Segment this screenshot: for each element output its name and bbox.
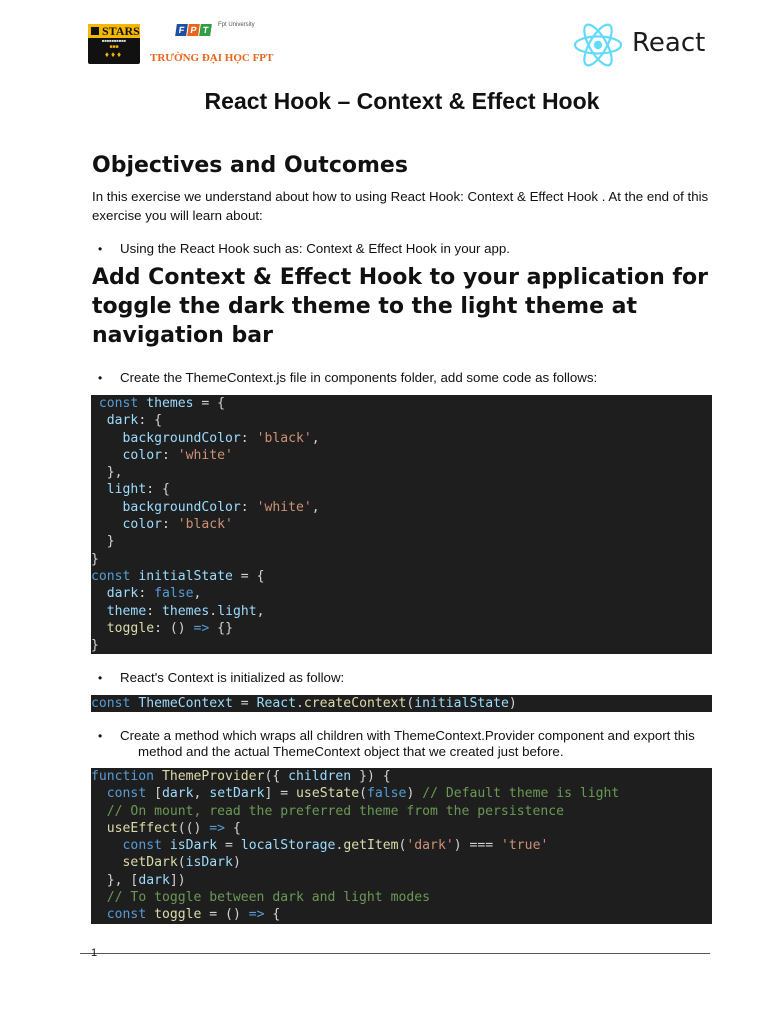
code-line: backgroundColor: 'white', bbox=[122, 499, 320, 515]
code-line: useEffect(() => { bbox=[106, 820, 241, 836]
section-heading: Add Context & Effect Hook to your application for toggle the dark theme to the light theme at navigation bar bbox=[92, 265, 708, 348]
objectives-heading: Objectives and Outcomes bbox=[92, 153, 408, 178]
code-line: }, bbox=[91, 465, 123, 481]
code-block-context bbox=[91, 695, 712, 712]
objectives-intro: In this exercise we understand about how to using React Hook: Context & Effect Hook . At the end of this exercise you will learn about: bbox=[92, 189, 709, 223]
code-line: function ThemeProvider({ children }) { bbox=[91, 769, 391, 784]
code-line: // To toggle between dark and light modes bbox=[106, 890, 430, 906]
react-logo: React bbox=[572, 22, 712, 68]
code-line: // On mount, read the preferred theme from the persistence bbox=[106, 803, 565, 819]
code-line: setDark(isDark) bbox=[122, 855, 241, 871]
step-context-init: • React's Context is initialized as follow: bbox=[98, 670, 732, 686]
code-line: const ThemeContext = React.createContext(initialState) bbox=[91, 696, 517, 711]
fpt-mark: F P T bbox=[176, 20, 212, 38]
code-line: const toggle = () => { bbox=[106, 907, 281, 923]
code-block-themes bbox=[91, 395, 712, 654]
code-line: } bbox=[91, 534, 115, 550]
code-line: const isDark = localStorage.getItem('dark') === 'true' bbox=[122, 838, 549, 854]
react-atom-icon bbox=[572, 22, 624, 68]
step-create-provider: • Create a method which wraps all children with ThemeContext.Provider component and export this method and the actual ThemeContext object that we created just before. bbox=[98, 728, 732, 760]
code-line: const [dark, setDark] = useState(false) // Default theme is light bbox=[106, 786, 620, 802]
code-line: dark: false, bbox=[106, 586, 202, 602]
code-line: const initialState = { bbox=[91, 568, 265, 584]
code-line: }, [dark]) bbox=[91, 872, 186, 888]
code-line: const themes = { bbox=[98, 396, 226, 411]
footer-rule bbox=[80, 953, 710, 954]
page-header bbox=[88, 20, 712, 70]
code-line: toggle: () => {} bbox=[106, 620, 233, 636]
code-line: theme: themes.light, bbox=[106, 603, 265, 619]
document-title: React Hook – Context & Effect Hook bbox=[204, 88, 600, 114]
code-line: } bbox=[91, 551, 99, 567]
stars-logo: STARS ■■■■■■■■■■ ■■■ ♦♦♦ bbox=[88, 24, 140, 64]
code-line: dark: { bbox=[106, 413, 162, 429]
code-line: color: 'black' bbox=[122, 517, 233, 533]
fpt-university-logo: F P T Fpt University TRƯỜNG ĐẠI HỌC FPT bbox=[150, 22, 274, 64]
step-create-themecontext: • Create the ThemeContext.js file in components folder, add some code as follows: bbox=[98, 370, 732, 386]
code-line: light: { bbox=[106, 482, 170, 498]
code-block-provider bbox=[91, 768, 712, 924]
code-line: } bbox=[91, 638, 99, 654]
code-line: color: 'white' bbox=[122, 447, 233, 463]
code-line: backgroundColor: 'black', bbox=[122, 430, 320, 446]
page-number: 1 bbox=[91, 947, 98, 959]
objectives-bullet: • Using the React Hook such as: Context & Effect Hook in your app. bbox=[98, 241, 732, 257]
